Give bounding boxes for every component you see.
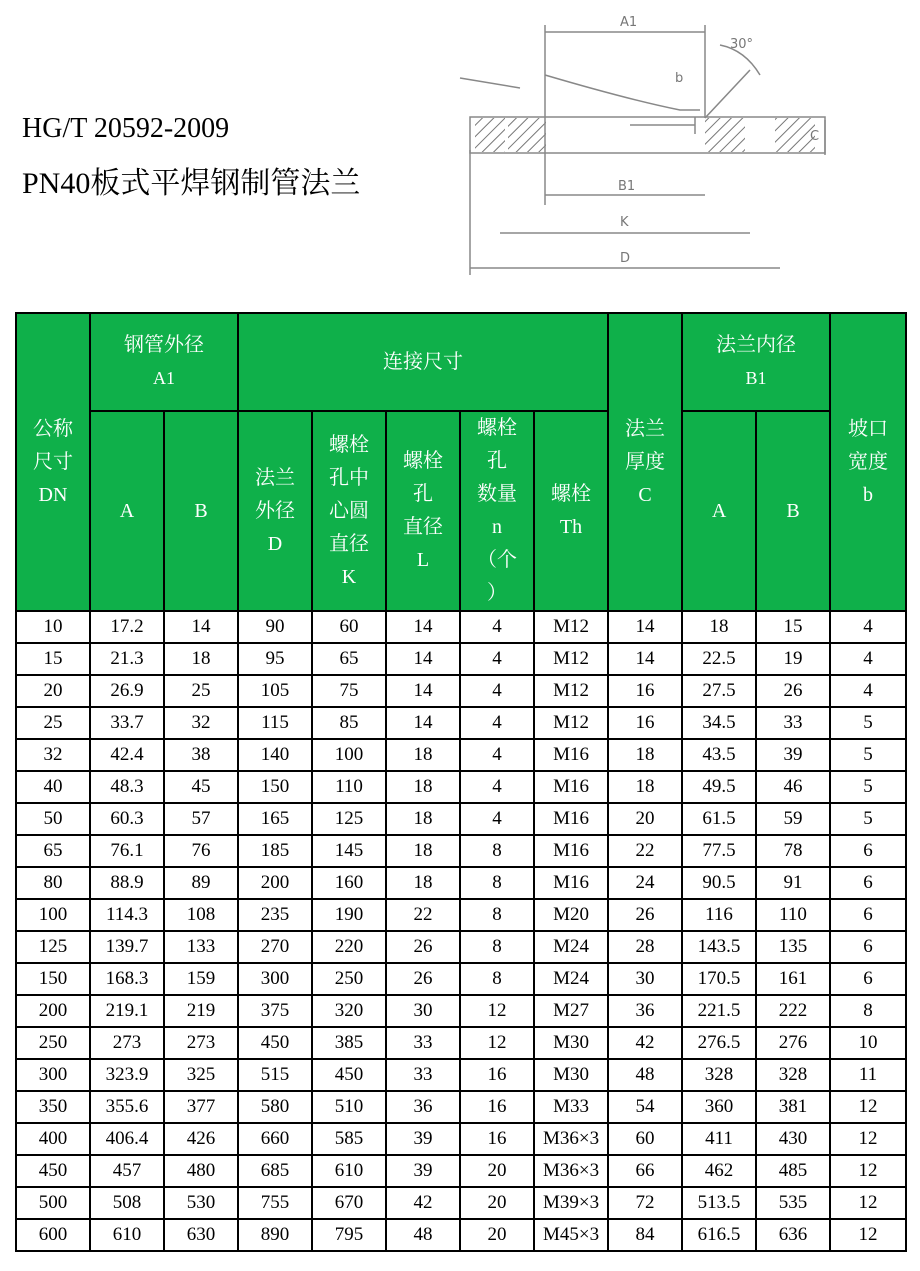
header-pipe-od: 钢管外径 A1 [90,313,238,411]
table-cell: 22.5 [682,643,756,675]
table-cell: 90.5 [682,867,756,899]
table-cell: 115 [238,707,312,739]
table-body [16,611,906,1251]
table-cell: 385 [312,1027,386,1059]
table-cell: 18 [608,739,682,771]
table-cell: 77.5 [682,835,756,867]
table-cell: 32 [16,739,90,771]
table-cell: 114.3 [90,899,164,931]
table-cell: 30 [608,963,682,995]
table-cell: 26 [756,675,830,707]
table-cell: 25 [164,675,238,707]
table-cell: 168.3 [90,963,164,995]
table-cell: 4 [830,643,906,675]
table-cell: 530 [164,1187,238,1219]
table-cell: 430 [756,1123,830,1155]
table-cell: 60 [312,611,386,643]
table-cell: 24 [608,867,682,899]
table-cell: 4 [460,707,534,739]
table-row [16,611,906,643]
header-bolt-circle: 螺栓 孔中 心圆 直径 K [312,411,386,611]
table-row [16,1123,906,1155]
table-cell: 18 [386,739,460,771]
table-row [16,963,906,995]
table-cell: 140 [238,739,312,771]
header-bolt-hole: 螺栓 孔 直径 L [386,411,460,611]
header-bore-a: A [682,411,756,611]
table-cell: M24 [534,963,608,995]
table-cell: 20 [460,1187,534,1219]
table-cell: 21.3 [90,643,164,675]
table-cell: 18 [386,771,460,803]
table-cell: 381 [756,1091,830,1123]
table-cell: 273 [164,1027,238,1059]
table-cell: 66 [608,1155,682,1187]
table-cell: 100 [16,899,90,931]
table-cell: 25 [16,707,90,739]
table-cell: 18 [386,803,460,835]
table-cell: 485 [756,1155,830,1187]
table-cell: 57 [164,803,238,835]
header-pipe-a: A [90,411,164,611]
table-cell: M30 [534,1059,608,1091]
drawing-label-d: D [620,251,631,266]
table-cell: 515 [238,1059,312,1091]
table-cell: 5 [830,707,906,739]
table-cell: 4 [460,803,534,835]
table-cell: 585 [312,1123,386,1155]
table-cell: M12 [534,707,608,739]
table-cell: 222 [756,995,830,1027]
table-cell: 20 [16,675,90,707]
table-cell: 48 [608,1059,682,1091]
table-row [16,1155,906,1187]
drawing-label-angle: 30° [730,37,754,52]
table-cell: 65 [312,643,386,675]
table-cell: M36×3 [534,1155,608,1187]
table-cell: 61.5 [682,803,756,835]
table-cell: 139.7 [90,931,164,963]
table-cell: 20 [460,1219,534,1251]
header-bolt-thread: 螺栓 Th [534,411,608,611]
table-cell: 26.9 [90,675,164,707]
table-cell: 185 [238,835,312,867]
table-cell: 14 [386,707,460,739]
table-cell: 18 [386,867,460,899]
table-cell: 600 [16,1219,90,1251]
table-cell: 18 [164,643,238,675]
table-cell: 145 [312,835,386,867]
table-cell: 5 [830,739,906,771]
table-cell: 513.5 [682,1187,756,1219]
table-cell: 300 [238,963,312,995]
table-cell: 8 [460,899,534,931]
table-cell: 33 [756,707,830,739]
table-cell: 4 [460,643,534,675]
table-cell: 159 [164,963,238,995]
table-cell: M30 [534,1027,608,1059]
table-cell: 42.4 [90,739,164,771]
table-cell: 75 [312,675,386,707]
table-cell: 462 [682,1155,756,1187]
table-cell: 4 [460,771,534,803]
table-cell: 133 [164,931,238,963]
table-cell: 406.4 [90,1123,164,1155]
table-cell: 85 [312,707,386,739]
table-cell: M16 [534,803,608,835]
table-cell: 16 [460,1059,534,1091]
table-cell: 95 [238,643,312,675]
table-cell: 28 [608,931,682,963]
table-cell: 10 [830,1027,906,1059]
table-cell: 219.1 [90,995,164,1027]
table-cell: 616.5 [682,1219,756,1251]
table-cell: 500 [16,1187,90,1219]
table-cell: 273 [90,1027,164,1059]
table-cell: 40 [16,771,90,803]
table-row [16,675,906,707]
table-cell: 14 [386,611,460,643]
table-cell: M45×3 [534,1219,608,1251]
header-bore: 法兰内径 B1 [682,313,830,411]
table-cell: 12 [830,1091,906,1123]
table-cell: 60 [608,1123,682,1155]
table-cell: 18 [386,835,460,867]
table-cell: 12 [830,1123,906,1155]
table-row [16,899,906,931]
header-bolt-count: 螺栓 孔 数量 n （个 ） [460,411,534,611]
table-cell: 580 [238,1091,312,1123]
table-cell: 165 [238,803,312,835]
table-cell: 636 [756,1219,830,1251]
table-cell: 411 [682,1123,756,1155]
table-cell: M16 [534,867,608,899]
table-cell: 48 [386,1219,460,1251]
drawing-label-b: b [675,71,684,86]
table-cell: 43.5 [682,739,756,771]
table-cell: 48.3 [90,771,164,803]
table-cell: 5 [830,803,906,835]
table-cell: 34.5 [682,707,756,739]
table-cell: 45 [164,771,238,803]
flange-drawing [430,0,840,285]
table-cell: 33 [386,1027,460,1059]
table-cell: 328 [682,1059,756,1091]
drawing-label-a1: A1 [620,15,638,30]
table-cell: 16 [608,707,682,739]
table-cell: 200 [238,867,312,899]
table-cell: 276 [756,1027,830,1059]
table-cell: 630 [164,1219,238,1251]
table-cell: 50 [16,803,90,835]
table-cell: 8 [460,835,534,867]
table-cell: 18 [608,771,682,803]
table-cell: 508 [90,1187,164,1219]
table-row [16,931,906,963]
table-cell: 235 [238,899,312,931]
table-cell: 250 [16,1027,90,1059]
table-cell: 14 [164,611,238,643]
table-row [16,707,906,739]
table-cell: 660 [238,1123,312,1155]
table-cell: 19 [756,643,830,675]
table-cell: 426 [164,1123,238,1155]
table-cell: 54 [608,1091,682,1123]
table-cell: M16 [534,739,608,771]
table-cell: M16 [534,835,608,867]
header-thickness: 法兰 厚度 C [608,313,682,611]
table-cell: 22 [386,899,460,931]
table-cell: 350 [16,1091,90,1123]
table-cell: M27 [534,995,608,1027]
table-cell: 300 [16,1059,90,1091]
table-row [16,1027,906,1059]
table-cell: 150 [238,771,312,803]
table-cell: 22 [608,835,682,867]
table-cell: 685 [238,1155,312,1187]
table-cell: M39×3 [534,1187,608,1219]
table-cell: 49.5 [682,771,756,803]
table-row [16,643,906,675]
table-cell: 457 [90,1155,164,1187]
table-row [16,995,906,1027]
table-cell: 535 [756,1187,830,1219]
table-cell: 8 [460,931,534,963]
table-cell: 220 [312,931,386,963]
table-cell: 6 [830,899,906,931]
table-cell: 15 [756,611,830,643]
table-row [16,739,906,771]
table-cell: 355.6 [90,1091,164,1123]
table-row [16,1187,906,1219]
table-cell: 39 [386,1155,460,1187]
table-cell: 100 [312,739,386,771]
table-cell: 72 [608,1187,682,1219]
table-cell: M12 [534,611,608,643]
table-cell: 16 [608,675,682,707]
standard-number: HG/T 20592-2009 [22,113,230,144]
table-cell: 8 [830,995,906,1027]
table-cell: 39 [756,739,830,771]
table-cell: 200 [16,995,90,1027]
header-pipe-b: B [164,411,238,611]
table-cell: 170.5 [682,963,756,995]
table-cell: 15 [16,643,90,675]
table-cell: 16 [460,1091,534,1123]
table-cell: 4 [460,739,534,771]
table-cell: 480 [164,1155,238,1187]
table-cell: 325 [164,1059,238,1091]
table-cell: 39 [386,1123,460,1155]
table-cell: 795 [312,1219,386,1251]
table-cell: 18 [682,611,756,643]
table-cell: 270 [238,931,312,963]
table-cell: M16 [534,771,608,803]
table-cell: 10 [16,611,90,643]
header-bore-b: B [756,411,830,611]
table-cell: 14 [608,611,682,643]
table-cell: 38 [164,739,238,771]
table-cell: 670 [312,1187,386,1219]
table-cell: 161 [756,963,830,995]
table-row [16,803,906,835]
table-cell: 76 [164,835,238,867]
table-row [16,835,906,867]
table-cell: 108 [164,899,238,931]
table-cell: 110 [312,771,386,803]
table-cell: 84 [608,1219,682,1251]
table-cell: 42 [608,1027,682,1059]
table-cell: 221.5 [682,995,756,1027]
table-cell: 105 [238,675,312,707]
table-cell: 26 [608,899,682,931]
document-title: PN40板式平焊钢制管法兰 [22,167,361,200]
drawing-label-c: C [810,129,820,144]
table-cell: 26 [386,963,460,995]
table-cell: 360 [682,1091,756,1123]
table-cell: 12 [460,1027,534,1059]
table-cell: M36×3 [534,1123,608,1155]
table-cell: 20 [608,803,682,835]
table-cell: 91 [756,867,830,899]
table-cell: 5 [830,771,906,803]
table-cell: 14 [386,675,460,707]
table-cell: 11 [830,1059,906,1091]
table-cell: 610 [90,1219,164,1251]
table-cell: 375 [238,995,312,1027]
table-cell: M33 [534,1091,608,1123]
table-cell: 377 [164,1091,238,1123]
table-cell: 276.5 [682,1027,756,1059]
table-cell: 27.5 [682,675,756,707]
table-cell: 4 [460,675,534,707]
flange-dimensions-table [15,312,907,1252]
table-cell: 17.2 [90,611,164,643]
table-cell: 125 [312,803,386,835]
table-row [16,1059,906,1091]
table-row [16,1219,906,1251]
table-cell: 76.1 [90,835,164,867]
table-cell: 80 [16,867,90,899]
table-cell: 59 [756,803,830,835]
table-cell: 36 [608,995,682,1027]
table-cell: 320 [312,995,386,1027]
drawing-label-k: K [620,215,629,230]
table-cell: 755 [238,1187,312,1219]
table-cell: 190 [312,899,386,931]
table-cell: 323.9 [90,1059,164,1091]
table-cell: 12 [460,995,534,1027]
table-cell: 42 [386,1187,460,1219]
table-cell: 116 [682,899,756,931]
table-cell: 14 [386,643,460,675]
table-cell: 219 [164,995,238,1027]
table-cell: 6 [830,963,906,995]
table-cell: 610 [312,1155,386,1187]
table-cell: 250 [312,963,386,995]
table-cell: M20 [534,899,608,931]
table-cell: 125 [16,931,90,963]
table-cell: 328 [756,1059,830,1091]
table-cell: M12 [534,675,608,707]
table-cell: 150 [16,963,90,995]
table-cell: 88.9 [90,867,164,899]
header-flange-od: 法兰 外径 D [238,411,312,611]
table-cell: 14 [608,643,682,675]
table-cell: 6 [830,867,906,899]
table-row [16,867,906,899]
table-cell: 890 [238,1219,312,1251]
table-cell: 6 [830,835,906,867]
table-cell: 33.7 [90,707,164,739]
table-cell: 26 [386,931,460,963]
header-dn: 公称 尺寸 DN [16,313,90,611]
header-bevel: 坡口 宽度 b [830,313,906,611]
table-row [16,1091,906,1123]
table-cell: 20 [460,1155,534,1187]
table-cell: 135 [756,931,830,963]
table-cell: 450 [238,1027,312,1059]
table-cell: 36 [386,1091,460,1123]
table-cell: 160 [312,867,386,899]
table-cell: 16 [460,1123,534,1155]
drawing-label-b1: B1 [618,179,636,194]
table-cell: 510 [312,1091,386,1123]
table-cell: 60.3 [90,803,164,835]
table-cell: 110 [756,899,830,931]
header-connection: 连接尺寸 [238,313,608,411]
table-cell: 450 [312,1059,386,1091]
table-cell: 12 [830,1187,906,1219]
table-cell: 33 [386,1059,460,1091]
table-cell: M24 [534,931,608,963]
table-cell: 6 [830,931,906,963]
table-cell: 65 [16,835,90,867]
table-cell: 78 [756,835,830,867]
table-cell: 12 [830,1219,906,1251]
table-cell: 8 [460,867,534,899]
table-cell: 90 [238,611,312,643]
table-cell: 450 [16,1155,90,1187]
table-cell: 4 [460,611,534,643]
table-cell: 30 [386,995,460,1027]
table-cell: M12 [534,643,608,675]
table-cell: 143.5 [682,931,756,963]
table-row [16,771,906,803]
table-cell: 32 [164,707,238,739]
table-cell: 400 [16,1123,90,1155]
table-cell: 46 [756,771,830,803]
table-cell: 4 [830,675,906,707]
table-cell: 4 [830,611,906,643]
table-cell: 89 [164,867,238,899]
table-cell: 8 [460,963,534,995]
table-cell: 12 [830,1155,906,1187]
